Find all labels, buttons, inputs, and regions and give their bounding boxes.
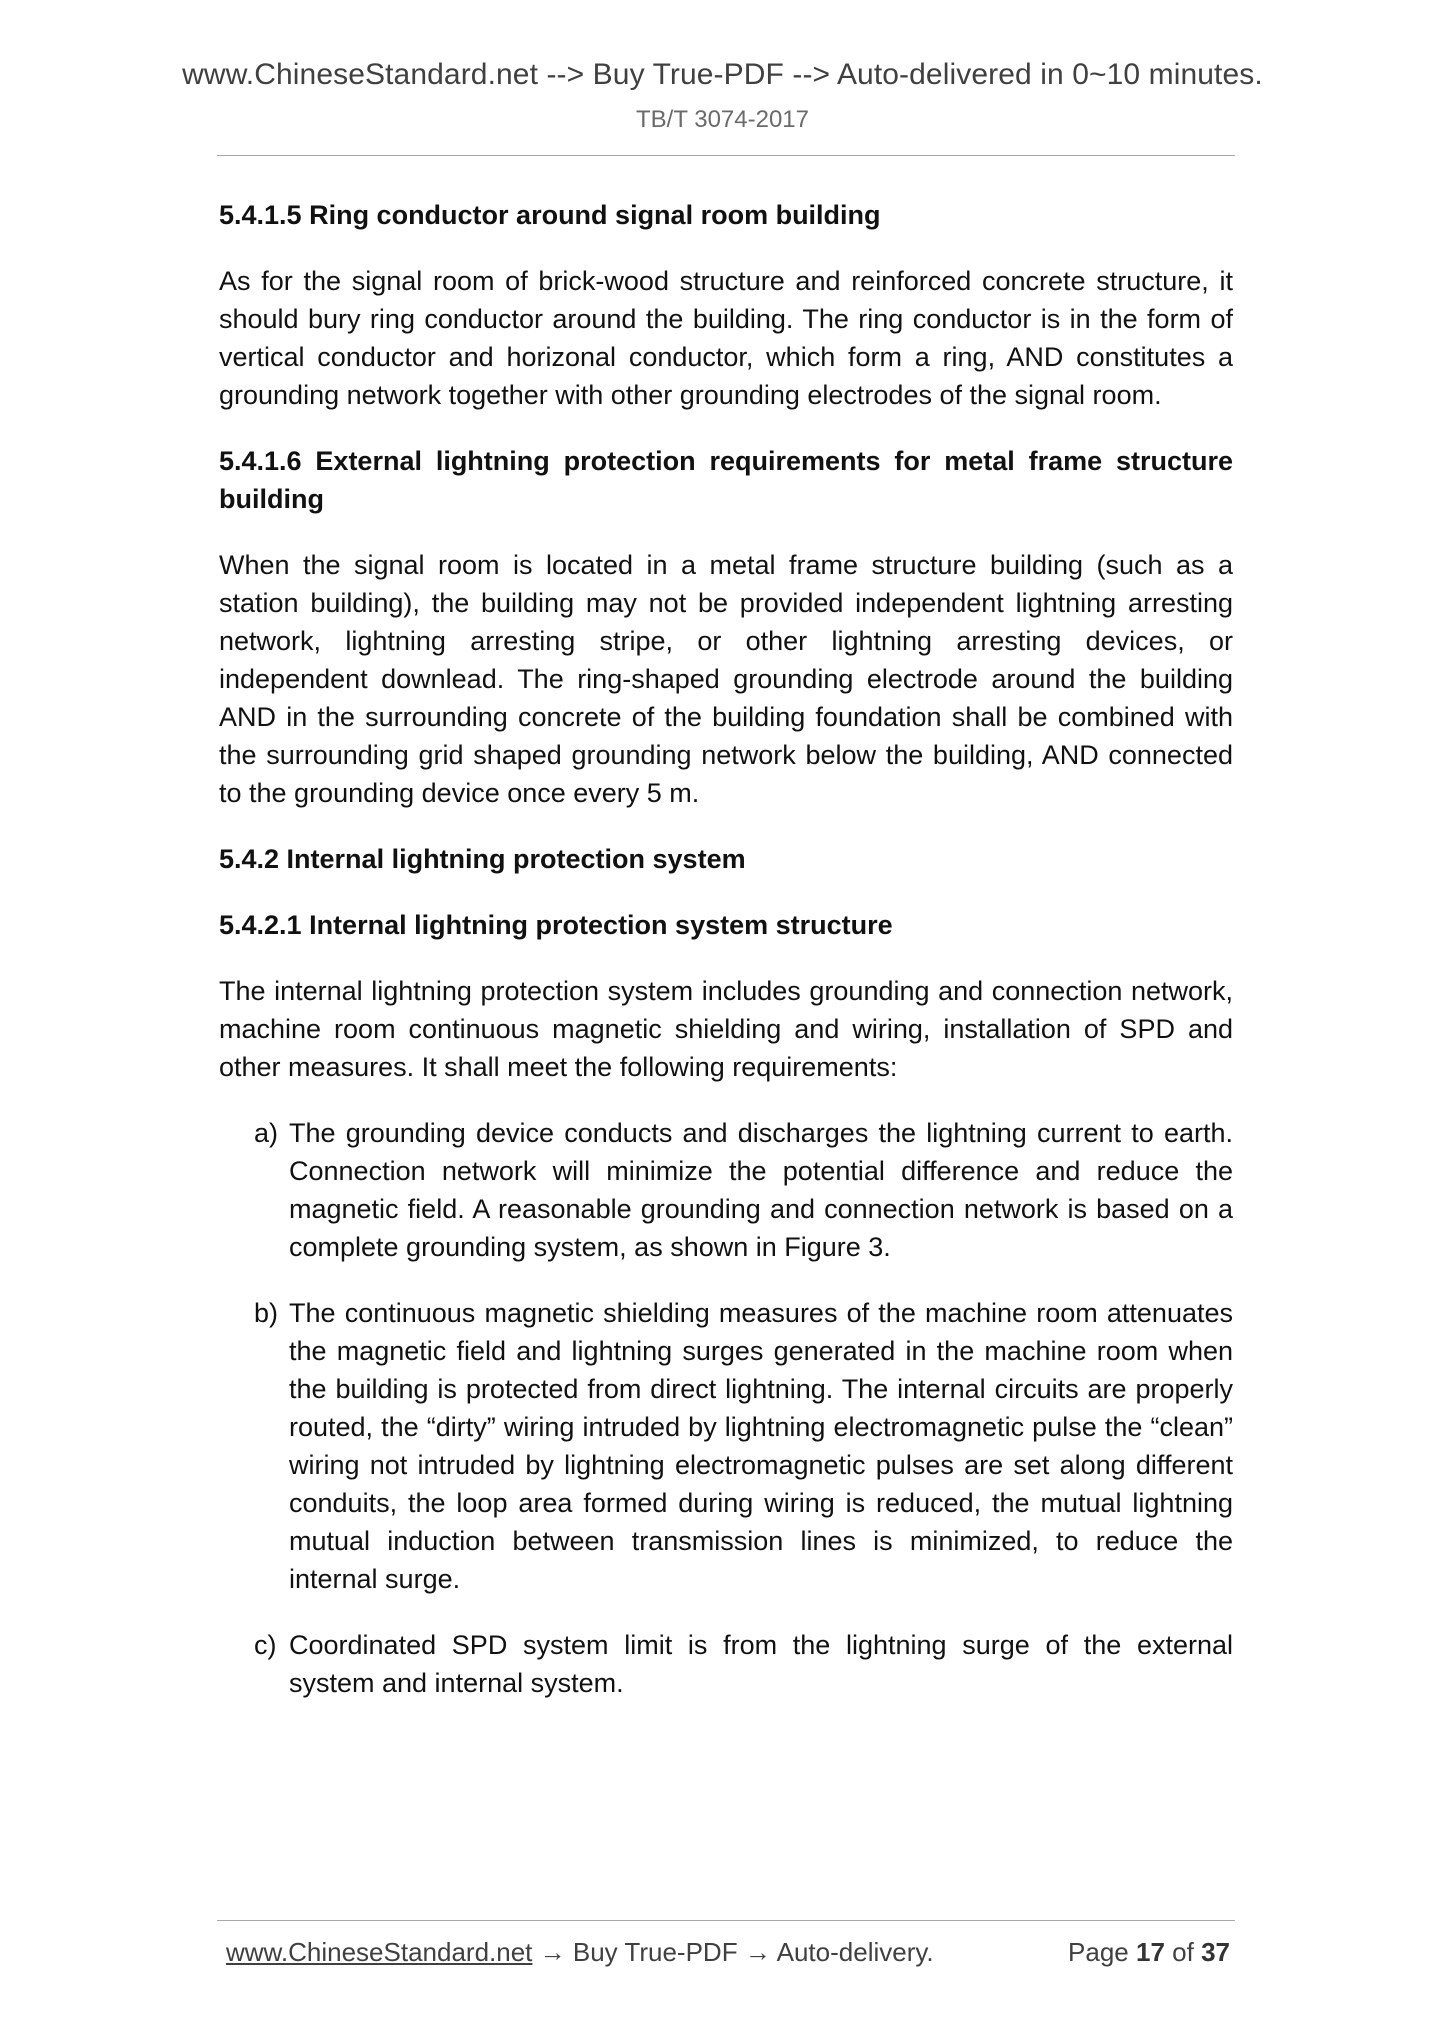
section-heading-5-4-2: 5.4.2 Internal lightning protection system (219, 844, 746, 874)
footer-divider (217, 1920, 1235, 1921)
section-heading-5-4-2-1: 5.4.2.1 Internal lightning protection system structure (219, 910, 893, 940)
list-item-label: b) (254, 1298, 279, 1328)
section-text-5-4-2-1: The internal lightning protection system includes grounding and connection network, machine room continuous magnetic shielding and wiring, installation of SPD and other measures. It shall meet the following requirements: (219, 976, 1233, 1082)
section-text-5-4-1-6: When the signal room is located in a metal frame structure building (such as a station building), the building may not be provided independent lightning arresting network, lightning arresting stripe, or other lightning arresting devices, or independent downlead. The ring-shaped grounding electrode around the building AND in the surrounding concrete of the building foundation shall be combined with the surrounding grid shaped grounding network below the building, AND connected to the grounding device once every 5 m. (219, 550, 1233, 808)
list-item-label: c) (254, 1630, 277, 1660)
arrow-right-icon: → (744, 1937, 771, 1967)
delivery-text: Auto-delivery. (776, 1937, 934, 1967)
list-item-b (254, 1294, 1233, 1598)
of-word: of (1172, 1937, 1194, 1967)
arrow-right-icon: → (539, 1937, 566, 1967)
list-item-label: a) (254, 1118, 279, 1148)
list-item-text: The grounding device conducts and discharges the lightning current to earth. Connection network will minimize the potential difference and reduce the magnetic field. A reasonable grounding and connection network is based on a complete grounding system, as shown in Figure 3. (289, 1118, 1233, 1262)
page-current: 17 (1136, 1937, 1165, 1967)
section-heading-5-4-1-5: 5.4.1.5 Ring conductor around signal room building (219, 200, 881, 230)
footer-promo (226, 1937, 934, 1968)
section-text-5-4-1-5: As for the signal room of brick-wood structure and reinforced concrete structure, it should bury ring conductor around the building. The ring conductor is in the form of vertical conductor and horizonal conductor, which form a ring, AND constitutes a grounding network together with other grounding electrodes of the signal room. (219, 266, 1233, 410)
list-item-text: Coordinated SPD system limit is from the lightning surge of the external system and internal system. (289, 1630, 1233, 1698)
header-divider (217, 155, 1235, 156)
page-word: Page (1068, 1937, 1129, 1967)
buy-text: Buy True-PDF (572, 1937, 738, 1967)
document-code: TB/T 3074-2017 (635, 106, 809, 133)
header-banner: www.ChineseStandard.net --> Buy True-PDF --> Auto-delivered in 0~10 minutes. (182, 58, 1263, 91)
list-item-c (254, 1626, 1233, 1702)
section-heading-5-4-1-6: 5.4.1.6 External lightning protection requirements for metal frame structure building (219, 446, 1233, 514)
document-body (219, 196, 1233, 1730)
site-link[interactable]: www.ChineseStandard.net (226, 1937, 533, 1967)
page-number (1068, 1937, 1230, 1968)
page-total: 37 (1201, 1937, 1230, 1967)
list-item-a (254, 1114, 1233, 1266)
list-item-text: The continuous magnetic shielding measures of the machine room attenuates the magnetic field and lightning surges generated in the machine room when the building is protected from direct lightning. The internal circuits are properly routed, the “dirty” wiring intruded by lightning electromagnetic pulse the “clean” wiring not intruded by lightning electromagnetic pulses are set along different conduits, the loop area formed during wiring is reduced, the mutual lightning mutual induction between transmission lines is minimized, to reduce the internal surge. (289, 1298, 1233, 1594)
